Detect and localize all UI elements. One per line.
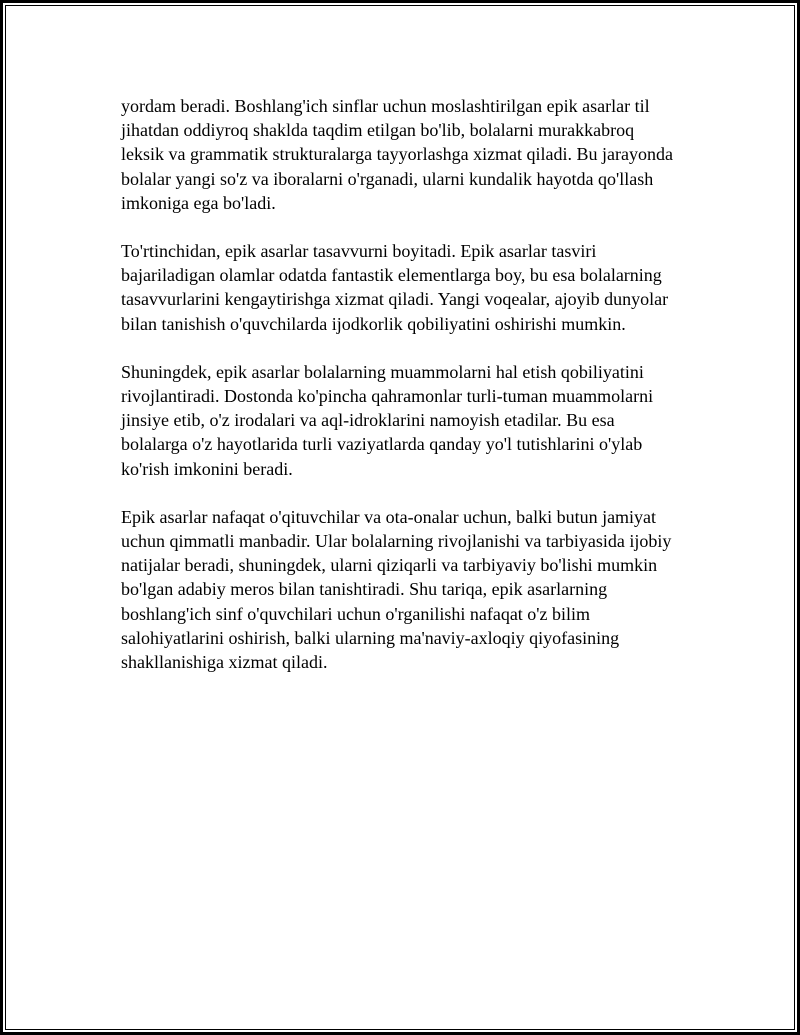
text-line: bajariladigan olamlar odatda fantastik elementlarga boy, bu esa bolalarning (121, 265, 662, 286)
text-line: bolalarga o'z hayotlarida turli vaziyatlarda qanday yo'l tutishlarini o'ylab (121, 434, 643, 455)
text-line: bolalar yangi so'z va iboralarni o'rganadi, ularni kundalik hayotda qo'llash (121, 168, 654, 189)
text-line: boshlang'ich sinf o'quvchilari uchun o'rganilishi nafaqat o'z bilim (121, 603, 591, 624)
text-line: tasavvurlarini kengaytirishga xizmat qiladi. Yangi voqealar, ajoyib dunyolar (121, 289, 669, 310)
text-line: bilan tanishish o'quvchilarda ijodkorlik qobiliyatini oshirishi mumkin. (121, 313, 626, 334)
paragraph-1 (121, 94, 691, 215)
text-line: salohiyatlarini oshirish, balki ularning ma'naviy-axloqiy qiyofasining (121, 627, 620, 648)
text-line: bo'lgan adabiy meros bilan tanishtiradi. Shu tariqa, epik asarlarning (121, 579, 608, 600)
text-line: To'rtinchidan, epik asarlar tasavvurni boyitadi. Epik asarlar tasviri (121, 241, 597, 262)
text-line: jihatdan oddiyroq shaklda taqdim etilgan bo'lib, bolalarni murakkabroq (121, 120, 635, 141)
text-line: leksik va grammatik strukturalarga tayyorlashga xizmat qiladi. Bu jarayonda (121, 144, 674, 165)
text-line: jinsiye etib, o'z irodalari va aql-idroklarini namoyish etadilar. Bu esa (121, 410, 615, 431)
text-line: yordam beradi. Boshlang'ich sinflar uchun moslashtirilgan epik asarlar til (121, 96, 650, 116)
text-line: uchun qimmatli manbadir. Ular bolalarning rivojlanishi va tarbiyasida ijobiy (121, 531, 672, 552)
text-line: rivojlantiradi. Dostonda ko'pincha qahramonlar turli-tuman muammolarni (121, 386, 654, 407)
paragraph-3 (121, 360, 691, 481)
text-line: ko'rish imkonini beradi. (121, 458, 293, 479)
text-line: Shuningdek, epik asarlar bolalarning muammolarni hal etish qobiliyatini (121, 361, 644, 382)
paragraph-4 (121, 505, 691, 674)
paragraph-2 (121, 239, 691, 336)
text-line: Epik asarlar nafaqat o'qituvchilar va ota-onalar uchun, balki butun jamiyat (121, 506, 657, 527)
text-line: imkoniga ega bo'ladi. (121, 192, 276, 213)
document-body (121, 94, 691, 698)
text-line: natijalar beradi, shuningdek, ularni qiziqarli va tarbiyaviy bo'lishi mumkin (121, 555, 658, 576)
text-line: shakllanishiga xizmat qiladi. (121, 652, 328, 673)
